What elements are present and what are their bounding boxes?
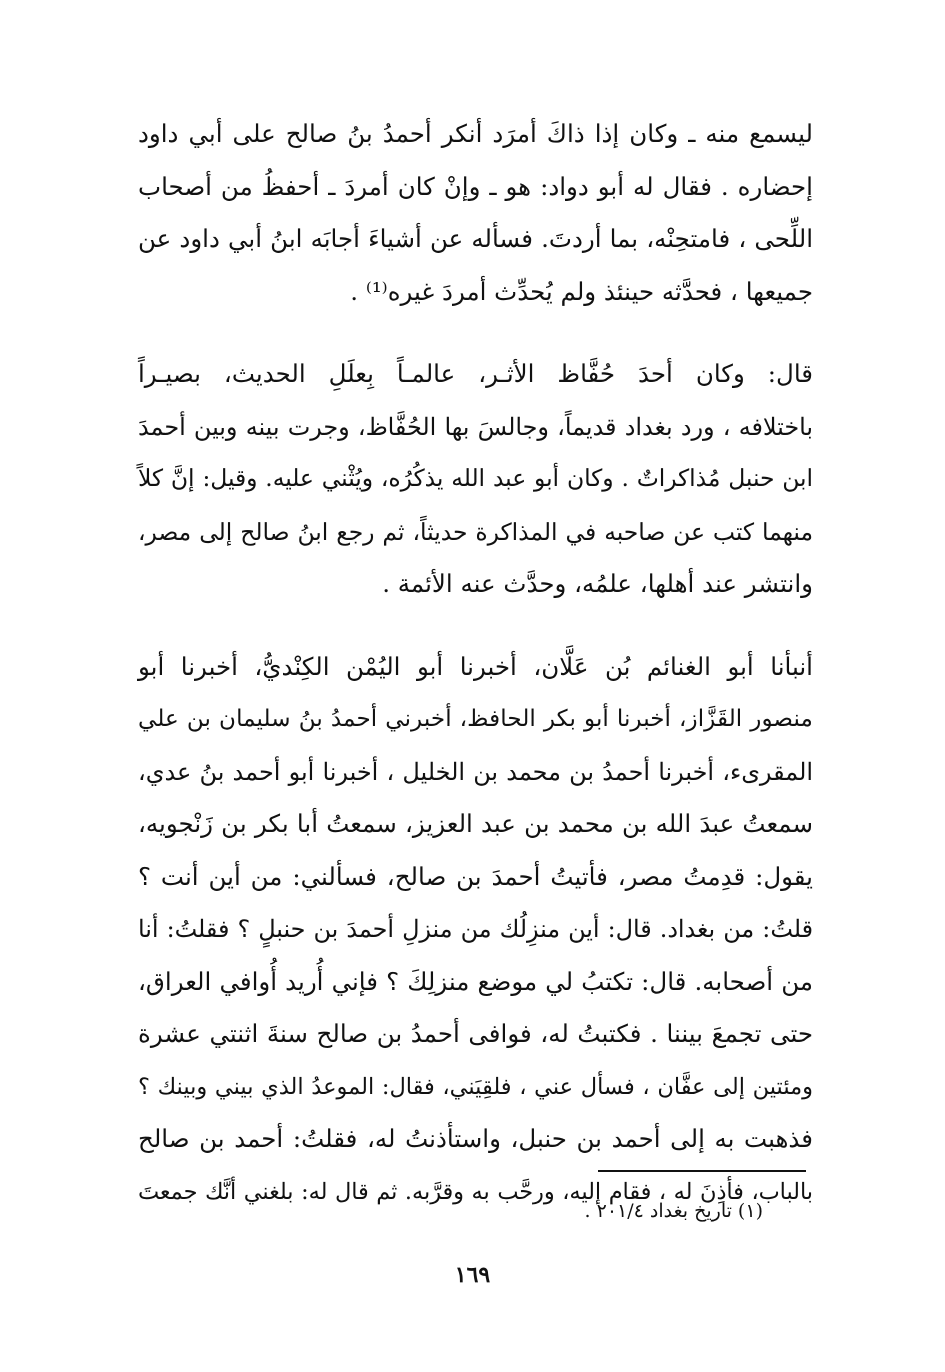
text-line: يقول: قدِمتُ مصر، فأتيتُ أحمدَ بن صالح، فسألني: من أين أنت ؟ bbox=[138, 861, 813, 891]
text-line: باختلافه ، ورد بغداد قديماً، وجالسَ بها الحُفَّاظ، وجرت بينه وبين أحمدَ bbox=[138, 412, 813, 441]
text-line: المقرىء، أخبرنا أحمدُ بن محمد بن الخليل ، أخبرنا أبو أحمد بنُ عدي، bbox=[138, 757, 813, 786]
text-line: حتى تجمعَ بيننا . فكتبتُ له، فوافى أحمدُ بن صالح سنةَ اثنتي عشرة bbox=[138, 1019, 813, 1048]
paragraph-2 bbox=[138, 348, 813, 611]
footnote-separator bbox=[598, 1170, 806, 1172]
text-line: إحضاره . فقال له أبو دواد: هو ـ وإنْ كان أمردَ ـ أحفظُ من أصحاب bbox=[138, 171, 813, 201]
text-line: ابن حنبل مُذاكراتٌ . وكان أبو عبد الله يذكُرُه، ويُثْني عليه. وقيل: إنَّ كلاً bbox=[138, 465, 813, 492]
text-line: بالباب، فأذِنَ له ، فقام إليه، ورحَّب به وقرَّبه. ثم قال له: بلغني أنَّك جمعتَ bbox=[138, 1178, 813, 1205]
page-number: ١٦٩ bbox=[454, 1262, 491, 1288]
text-line: وانتشر عند أهلها، علمُه، وحدَّث عنه الأئمة . bbox=[382, 569, 813, 598]
footnote: (١) تاريخ بغداد ٢٠١/٤ . bbox=[584, 1200, 763, 1222]
text-line: جميعها ، فحدَّثه حينئذ ولم يُحدِّث أمردَ غيره⁽¹⁾ . bbox=[350, 276, 813, 306]
text-line: من أصحابه. قال: تكتبُ لي موضع منزلِكَ ؟ فإني أُريد أُوافي العراق، bbox=[138, 966, 813, 996]
text-line: منهما كتب عن صاحبه في المذاكرة حديثاً، ثم رجع ابنُ صالح إلى مصر، bbox=[138, 517, 813, 546]
text-line: منصور القَزَّاز، أخبرنا أبو بكر الحافظ، أخبرني أحمدُ بنُ سليمان بن علي bbox=[138, 705, 813, 732]
text-line: ليسمع منه ـ وكان إذا ذاكَ أمرَد أنكر أحمدُ بنُ صالح على أبي داود bbox=[138, 119, 813, 148]
text-line: قلتُ: من بغداد. قال: أين منزِلُك من منزلِ أحمدَ بن حنبلٍ ؟ فقلتُ: أنا bbox=[138, 915, 813, 943]
text-line: سمعتُ عبدَ الله بن محمد بن عبد العزيز، سمعتُ أبا بكر بن زَنْجويه، bbox=[138, 809, 813, 838]
text-line: قال: وكان أحدَ حُفَّاظ الأثـر، عالمـاً بِعلَلِ الحديث، بصيـراً bbox=[138, 359, 813, 388]
paragraph-3 bbox=[138, 641, 813, 1219]
text-line: ومئتين إلى عفَّان ، فسأل عني ، فلقِيَني، فقال: الموعدُ الذي بيني وبينك ؟ bbox=[138, 1073, 813, 1100]
text-line: أنبأنا أبو الغنائم بُن عَلَّان، أخبرنا أبو اليُمْن الكِنْديُّ، أخبرنا أبو bbox=[138, 651, 813, 681]
page-body bbox=[138, 108, 813, 1218]
text-line: اللِّحى ، فامتحِنْه، بما أردتَ. فسأله عن أشياءَ أجابَه ابنُ أبي داود عن bbox=[138, 224, 813, 253]
paragraph-1 bbox=[138, 108, 813, 318]
text-line: فذهبت به إلى أحمد بن حنبل، واستأذنتُ له، فقلتُ: أحمد بن صالح bbox=[138, 1124, 813, 1153]
